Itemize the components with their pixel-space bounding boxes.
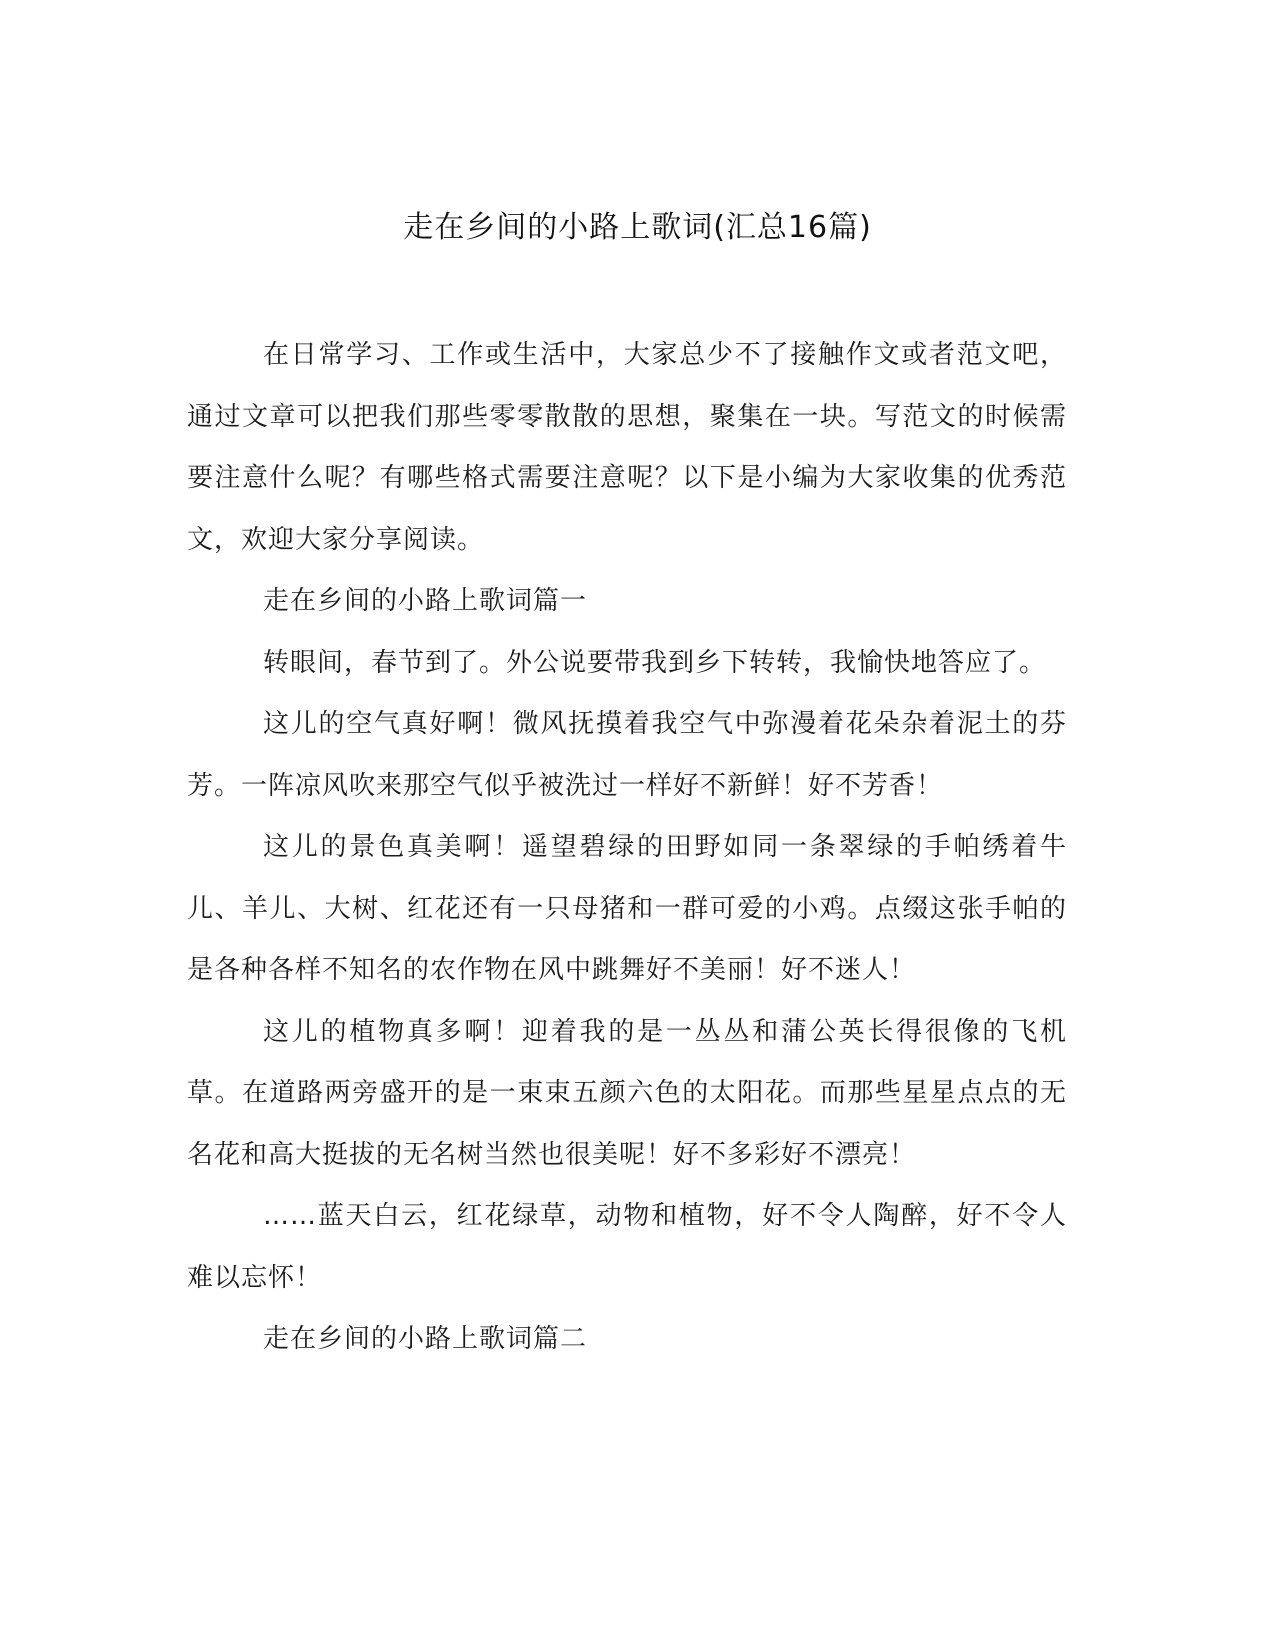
body-paragraph: 这儿的空气真好啊！微风抚摸着我空气中弥漫着花朵杂着泥土的芬芳。一阵凉风吹来那空气似乎被洗过一样好不新鲜！好不芳香！ xyxy=(187,709,1067,801)
section-heading-2: 走在乡间的小路上歌词篇二 xyxy=(263,1324,588,1354)
section-heading-1: 走在乡间的小路上歌词篇一 xyxy=(263,586,588,616)
document-body xyxy=(187,325,1067,1371)
body-paragraph: ……蓝天白云，红花绿草，动物和植物，好不令人陶醉，好不令人难以忘怀！ xyxy=(187,1201,1067,1293)
body-paragraph: 转眼间，春节到了。外公说要带我到乡下转转，我愉快地答应了。 xyxy=(263,647,1047,678)
body-paragraph: 这儿的植物真多啊！迎着我的是一丛丛和蒲公英长得很像的飞机草。在道路两旁盛开的是一束束五颜六色的太阳花。而那些星星点点的无名花和高大挺拔的无名树当然也很美呢！好不多彩好不漂亮！ xyxy=(187,1016,1067,1170)
intro-paragraph: 在日常学习、工作或生活中，大家总少不了接触作文或者范文吧，通过文章可以把我们那些零零散散的思想，聚集在一块。写范文的时候需要注意什么呢？有哪些格式需要注意呢？以下是小编为大家收集的优秀范文，欢迎大家分享阅读。 xyxy=(187,340,1067,555)
document-title: 走在乡间的小路上歌词(汇总16篇) xyxy=(403,210,872,245)
body-paragraph: 这儿的景色真美啊！遥望碧绿的田野如同一条翠绿的手帕绣着牛儿、羊儿、大树、红花还有一只母猪和一群可爱的小鸡。点缀这张手帕的是各种各样不知名的农作物在风中跳舞好不美丽！好不迷人！ xyxy=(187,832,1067,985)
